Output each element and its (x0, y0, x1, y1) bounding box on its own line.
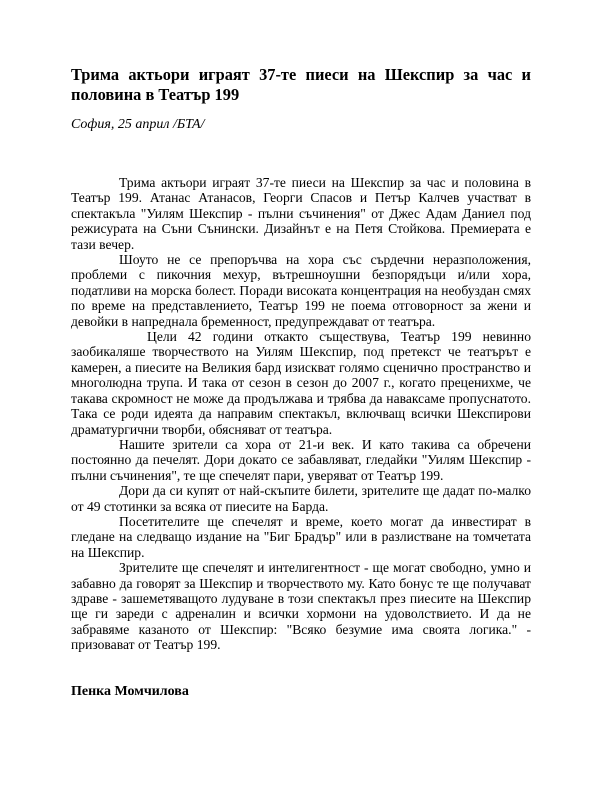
paragraph: Цели 42 години откакто съществува, Театър 199 невинно заобикаляше творчеството на Уилям Шекспир, под претекст че театърът е камерен, а пиесите на Великия бард изискват голямо сценично пространство и многолюдна трупа. И така от сезон в сезон до 2007 г., когато прецениxме, че такава скромност не може да продължава и трябва да наваксаме пропуснатото. Така се роди идеята да направим спектакъл, включващ всички Шекспирови драматургични творби, обясняват от театъра. (71, 329, 531, 437)
dateline: София, 25 април /БТА/ (71, 117, 205, 132)
paragraph: Трима актьори играят 37-те пиеси на Шекспир за час и половина в Театър 199. Атанас Атанасов, Георги Спасов и Петър Калчев участват в спектакъла "Уилям Шекспир - пълни съчинения" от Джес Адам Даниел под режисурата на Съни Сънински. Дизайнът е на Петя Стойкова. Премиерата е тази вечер. (71, 175, 531, 252)
paragraph: Шоуто не се препоръчва на хора със сърдечни неразположения, проблеми с пикочния мехур, вътрешноушни безпорядъци и/или хора, податливи на морска болест. Поради високата концентрация на необуздан смях по време на представлението, Театър 199 не поема отговорност за жени и девойки в напреднала бременност, предупреждават от театъра. (71, 252, 531, 329)
paragraph: Нашите зрители са хора от 21-и век. И като такива са обречени постоянно да печелят. Дори докато се забавляват, гледайки "Уилям Шекспир - пълни съчинения", те ще спечелят пари, уверяват от Театър 199. (71, 436, 531, 483)
author-byline: Пенка Момчилова (71, 684, 189, 699)
article-title: Трима актьори играят 37-те пиеси на Шекспир за час и половина в Театър 199 (71, 65, 531, 104)
paragraph: Зрителите ще спечелят и интелигентност - ще могат свободно, умно и забавно да говорят за Шекспир и творчеството му. Като бонус те ще получават здраве - зашеметяващото лудуване в този спектакъл през пиесите на Шекспир ще ги зареди с адреналин и всички хормони на удоволствието. И да не забравяме казаното от Шекспир: "Всяко безумие има своята логика." - призовават от Театър 199. (71, 560, 531, 653)
article-body (71, 175, 531, 653)
paragraph: Посетителите ще спечелят и време, което могат да инвестират в гледане на следващо издание на "Биг Брадър" или в разлистване на томчетата на Шекспир. (71, 513, 531, 560)
paragraph: Дори да си купят от най-скъпите билети, зрителите ще дадат по-малко от 49 стотинки за всяка от пиесите на Барда. (71, 483, 531, 514)
